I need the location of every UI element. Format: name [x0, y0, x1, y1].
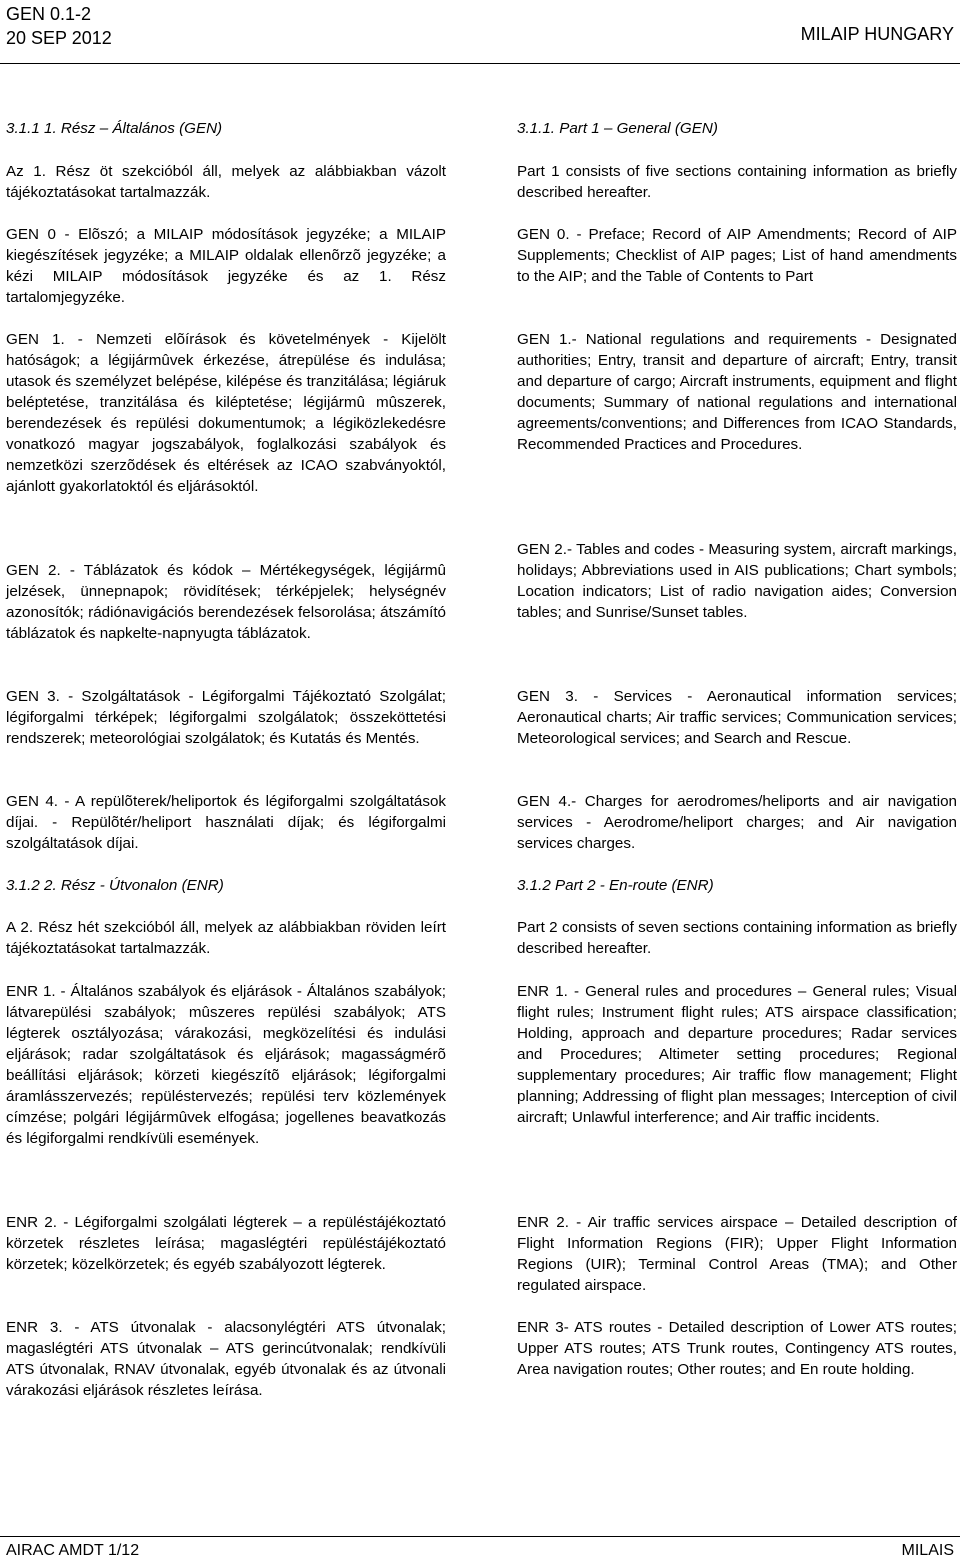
publication-title: MILAIP HUNGARY — [800, 24, 954, 44]
paragraph-enr-2: ENR 2. - Légiforgalmi szolgálati légterek – a repüléstájékoztató körzetek részletes leírása; magaslégtéri repüléstájékoztató körzetek; közelkörzetek; és egyéb szabályozott légterek. — [6, 1214, 446, 1273]
paragraph-enr-3: ENR 3. - ATS útvonalak - alacsonylégtéri ATS útvonalak; magaslégtéri ATS útvonalak – ATS gerincútvonalak; rendkívüli ATS útvonalak, RNAV útvonalak, egyéb útvonalak és az útvonali várakozási eljárások részletes leírása. — [6, 1319, 446, 1399]
publication-date: 20 SEP 2012 — [6, 28, 112, 48]
paragraph-gen-3: GEN 3. - Services - Aeronautical information services; Aeronautical charts; Air traffic services; Communication services; Meteorological services; and Search and Rescue. — [517, 688, 957, 747]
paragraph-gen-3: GEN 3. - Szolgáltatások - Légiforgalmi Tájékoztató Szolgálat; légiforgalmi térképek; légiforgalmi szolgálatok; összeköttetési rendszerek; meteorológiai szolgálatok; és Kutatás és Mentés. — [6, 688, 446, 747]
paragraph-gen-2: GEN 2. - Táblázatok és kódok – Mértékegységek, légijármû jelzések, ünnepnapok; rövidítések; térképjelek; helységnév azonosítók; rádiónavigációs berendezések felsorolása; átszámító táblázatok és napkelte-napnyugta táblázatok. — [6, 562, 446, 642]
paragraph-gen-0: GEN 0 - Elõszó; a MILAIP módosítások jegyzéke; a MILAIP kiegészítések jegyzéke; a MILAIP oldalak ellenõrzõ jegyzéke; a kézi MILAIP módosítások jegyzéke és az 1. Rész tartalomjegyzéke. — [6, 226, 446, 306]
paragraph-enr-2: ENR 2. - Air traffic services airspace – Detailed description of Flight Information Regions (FIR); Upper Flight Information Regions (UIR); Terminal Control Areas (TMA); and Other regulated airspace. — [517, 1214, 957, 1294]
paragraph-enr-1: ENR 1. - General rules and procedures – General rules; Visual flight rules; Instrument flight rules; ATS airspace classification; Holding, approach and departure procedures; Radar services and Procedures; Altimeter setting procedures; Regional supplementary procedures; Air traffic flow management; Flight planning; Addressing of flight plan messages; Interception of civil aircraft; Unlawful interference; and Air traffic incidents. — [517, 983, 957, 1126]
paragraph-gen-intro: Part 1 consists of five sections containing information as briefly described hereafter. — [517, 163, 957, 201]
section-heading-enr: 3.1.2 Part 2 - En-route (ENR) — [517, 877, 714, 894]
paragraph-enr-intro: Part 2 consists of seven sections containing information as briefly described hereafter. — [517, 919, 957, 957]
paragraph-gen-0: GEN 0. - Preface; Record of AIP Amendments; Record of AIP Supplements; Checklist of AIP pages; List of hand amendments to the AIP; and the Table of Contents to Part — [517, 226, 957, 285]
paragraph-gen-4: GEN 4. - A repülõterek/heliportok és légiforgalmi szolgáltatások díjai. - Repülõtér/heliport használati díjak; és légiforgalmi szolgáltatások díjai. — [6, 793, 446, 852]
section-heading-gen: 3.1.1 1. Rész – Általános (GEN) — [6, 120, 223, 137]
paragraph-enr-3: ENR 3- ATS routes - Detailed description of Lower ATS routes; Upper ATS routes; ATS Trunk routes, Contingency ATS routes, Area navigation routes; Other routes; and En route holding. — [517, 1319, 957, 1378]
publisher-label: MILAIS — [901, 1542, 954, 1559]
page-header-left — [6, 2, 112, 50]
paragraph-gen-1: GEN 1. - Nemzeti elõírások és követelmények - Kijelölt hatóságok; a légijármûvek érkezése, átrepülése és indulása; utasok és személyzet belépése, kilépése és tranzitálása; légiáruk beléptetése, tranzitálása és kiléptetése; légijármû mûszerek, berendezések és repülési dokumentumok; a légiközlekedésre vonatkozó magyar jogszabályok, foglalkozási szabályok és nemzetközi szerzõdések és eltérések az ICAO szabványoktól, ajánlott gyakorlatoktól és eljárásoktól. — [6, 331, 446, 495]
footer-divider — [0, 1536, 960, 1537]
paragraph-gen-intro: Az 1. Rész öt szekcióból áll, melyek az alábbiakban vázolt tájékoztatásokat tartalmazzák. — [6, 163, 446, 201]
paragraph-gen-2: GEN 2.- Tables and codes - Measuring system, aircraft markings, holidays; Abbreviations used in AIS publications; Chart symbols; Location indicators; List of radio navigation aides; Conversion tables; and Sunrise/Sunset tables. — [517, 541, 957, 621]
paragraph-enr-1: ENR 1. - Általános szabályok és eljárások - Általános szabályok; látvarepülési szabályok; mûszeres repülési szabályok; ATS légterek osztályozása; várakozási, megközelítési és indulási eljárások; radar szolgáltatások és eljárások; magasságmérõ beállítási eljárások; körzeti kiegészítõ eljárások; légiforgalmi áramlásszervezés; repüléstervezés; repülési terv közlemények címzése; polgári légijármûvek elfogása; jogellenes beavatkozás és légiforgalmi rendkívüli események. — [6, 983, 446, 1147]
paragraph-enr-intro: A 2. Rész hét szekcióból áll, melyek az alábbiakban röviden leírt tájékoztatásokat tartalmazzák. — [6, 919, 446, 957]
paragraph-gen-4: GEN 4.- Charges for aerodromes/heliports and air navigation services - Aerodrome/heliport charges; and Air navigation services charges. — [517, 793, 957, 852]
section-id: GEN 0.1-2 — [6, 4, 92, 24]
header-divider — [0, 63, 960, 64]
section-heading-gen: 3.1.1. Part 1 – General (GEN) — [517, 120, 718, 137]
amendment-label: AIRAC AMDT 1/12 — [6, 1542, 140, 1559]
section-heading-enr: 3.1.2 2. Rész - Útvonalon (ENR) — [6, 877, 224, 894]
paragraph-gen-1: GEN 1.- National regulations and requirements - Designated authorities; Entry, transit and departure of aircraft; Entry, transit and departure of cargo; Aircraft instruments, equipment and flight documents; Summary of national regulations and international agreements/conventions; and Differences from ICAO Standards, Recommended Practices and Procedures. — [517, 331, 957, 453]
